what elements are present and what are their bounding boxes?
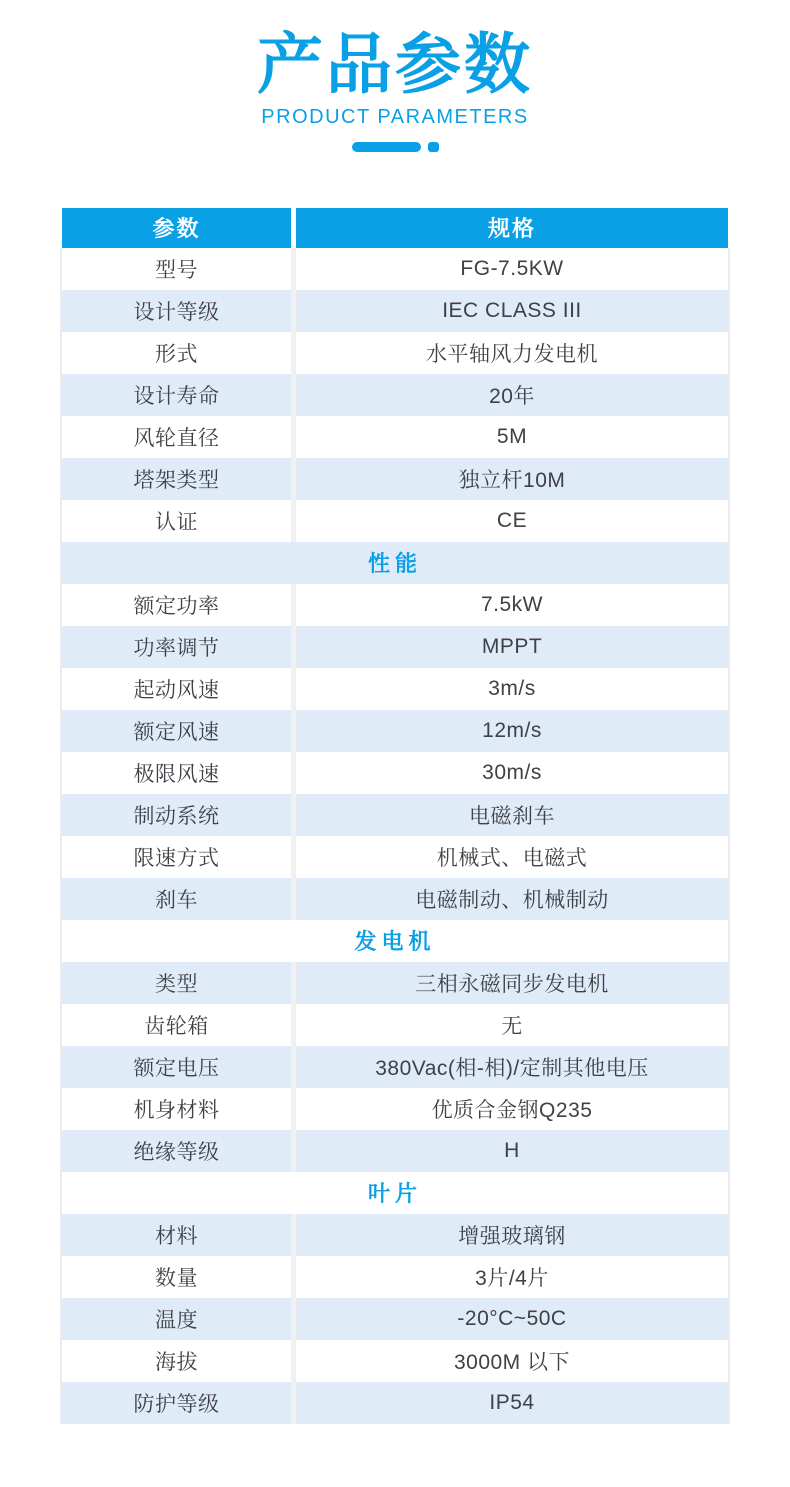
value-cell: 5M	[291, 416, 728, 458]
table-row	[62, 332, 728, 374]
value-cell: MPPT	[291, 626, 728, 668]
param-cell: 设计寿命	[133, 384, 220, 408]
param-cell: 限速方式	[133, 846, 220, 870]
section-header: 发电机	[62, 920, 728, 962]
value-cell: IP54	[291, 1382, 728, 1424]
value-cell: 20年	[291, 374, 728, 416]
page-title: 产品参数	[257, 27, 533, 101]
table-header-row	[62, 208, 728, 248]
table-row	[62, 1382, 728, 1424]
param-cell: 制动系统	[133, 804, 220, 828]
param-cell: 型号	[155, 258, 198, 282]
param-cell: 塔架类型	[133, 468, 220, 492]
param-cell: 材料	[155, 1224, 198, 1248]
value-cell: H	[291, 1130, 728, 1172]
table-row	[62, 878, 728, 920]
param-cell: 极限风速	[133, 762, 220, 786]
value-cell: 机械式、电磁式	[291, 836, 728, 878]
param-cell: 额定功率	[133, 594, 220, 618]
table-row	[62, 962, 728, 1004]
value-cell: FG-7.5KW	[291, 248, 728, 290]
param-cell: 防护等级	[133, 1392, 220, 1416]
param-cell: 海拔	[155, 1350, 198, 1374]
param-cell: 绝缘等级	[133, 1140, 220, 1164]
param-cell: 额定电压	[133, 1056, 220, 1080]
table-row	[62, 1046, 728, 1088]
table-row	[62, 668, 728, 710]
value-cell: 优质合金钢Q235	[291, 1088, 728, 1130]
table-body	[60, 248, 730, 1424]
table-row	[62, 1256, 728, 1298]
param-cell: 形式	[155, 342, 198, 366]
value-cell: 12m/s	[291, 710, 728, 752]
value-cell: -20°C~50C	[291, 1298, 728, 1340]
table-row	[62, 1088, 728, 1130]
title-underline	[0, 142, 790, 152]
table-row	[62, 1340, 728, 1382]
table-header-spec: 规格	[291, 208, 728, 248]
param-cell: 数量	[155, 1266, 198, 1290]
table-row	[62, 248, 728, 290]
param-cell: 设计等级	[133, 300, 220, 324]
table-row	[62, 374, 728, 416]
value-cell: CE	[291, 500, 728, 542]
table-row	[62, 1130, 728, 1172]
param-cell: 认证	[155, 510, 198, 534]
param-cell: 刹车	[155, 888, 198, 912]
title-block	[0, 0, 790, 152]
table-row	[62, 626, 728, 668]
table-row	[62, 458, 728, 500]
param-cell: 齿轮箱	[144, 1014, 209, 1038]
table-row	[62, 416, 728, 458]
value-cell: 无	[291, 1004, 728, 1046]
underline-bar-icon	[352, 142, 421, 152]
table-row	[62, 500, 728, 542]
table-row	[62, 290, 728, 332]
table-row	[62, 752, 728, 794]
value-cell: IEC CLASS III	[291, 290, 728, 332]
param-cell: 功率调节	[133, 636, 220, 660]
value-cell: 3000M 以下	[291, 1340, 728, 1382]
value-cell: 7.5kW	[291, 584, 728, 626]
table-row	[62, 1214, 728, 1256]
value-cell: 3片/4片	[291, 1256, 728, 1298]
value-cell: 增强玻璃钢	[291, 1214, 728, 1256]
value-cell: 380Vac(相-相)/定制其他电压	[291, 1046, 728, 1088]
value-cell: 水平轴风力发电机	[291, 332, 728, 374]
table-row	[62, 1004, 728, 1046]
param-cell: 起动风速	[133, 678, 220, 702]
param-cell: 额定风速	[133, 720, 220, 744]
table-row	[62, 710, 728, 752]
table-row	[62, 836, 728, 878]
table-row	[62, 1298, 728, 1340]
page-subtitle: PRODUCT PARAMETERS	[261, 105, 529, 128]
section-header: 性能	[62, 542, 728, 584]
table-row	[62, 794, 728, 836]
value-cell: 3m/s	[291, 668, 728, 710]
table-row	[62, 584, 728, 626]
value-cell: 三相永磁同步发电机	[291, 962, 728, 1004]
param-cell: 温度	[155, 1308, 198, 1332]
param-cell: 风轮直径	[133, 426, 220, 450]
table-header-param: 参数	[152, 216, 201, 242]
section-header: 叶片	[62, 1172, 728, 1214]
parameters-table	[60, 208, 730, 1424]
value-cell: 独立杆10M	[291, 458, 728, 500]
value-cell: 电磁刹车	[291, 794, 728, 836]
value-cell: 30m/s	[291, 752, 728, 794]
param-cell: 类型	[155, 972, 198, 996]
underline-dot-icon	[428, 142, 439, 152]
param-cell: 机身材料	[133, 1098, 220, 1122]
value-cell: 电磁制动、机械制动	[291, 878, 728, 920]
